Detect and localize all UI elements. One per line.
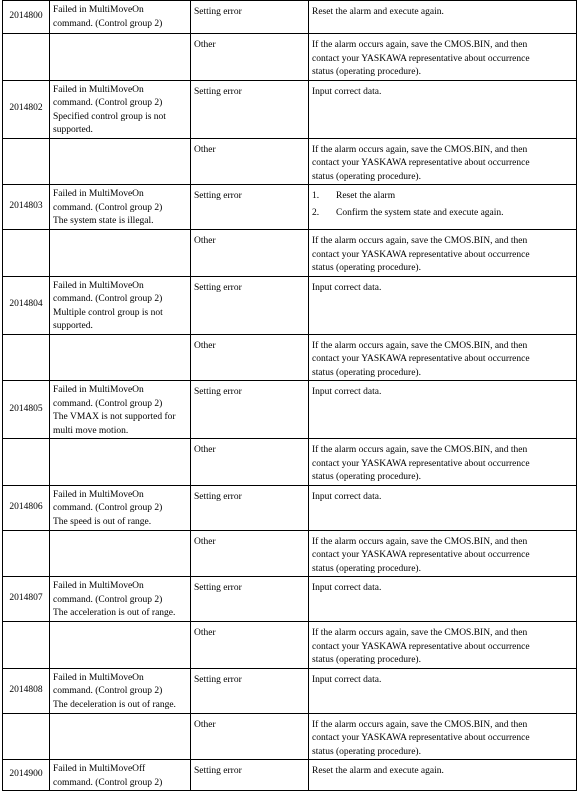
alarm-remedy-line: status (operating procedure). <box>312 746 421 757</box>
alarm-subcode-cell <box>191 622 309 669</box>
alarm-subcode-cell <box>191 577 309 622</box>
alarm-remedy-line: contact your YASKAWA representative about occurrence <box>312 733 530 743</box>
alarm-remedy-line: contact your YASKAWA representative about occurrence <box>312 550 530 560</box>
alarm-code: 2014802 <box>9 103 43 114</box>
alarm-subcode-cell <box>191 485 309 530</box>
alarm-subcode-cell <box>191 334 309 381</box>
alarm-code: 2014803 <box>9 201 43 212</box>
alarm-code-cell <box>3 668 50 713</box>
alarm-cause-line: Multiple control group is not <box>53 307 163 318</box>
alarm-code-cell <box>3 439 50 486</box>
alarm-cause-line: supported. <box>53 125 93 135</box>
alarm-code: 2014807 <box>9 593 43 604</box>
remedy-step <box>312 190 573 204</box>
alarm-subcode-cell <box>191 138 309 185</box>
alarm-cause-cell <box>50 334 191 381</box>
alarm-subcode: Other <box>194 144 216 155</box>
table-row <box>3 622 577 669</box>
alarm-subcode-cell <box>191 713 309 760</box>
alarm-subcode: Other <box>194 340 216 351</box>
table-row <box>3 530 577 577</box>
alarm-cause-line: Failed in MultiMoveOn <box>53 84 144 95</box>
alarm-code-cell <box>3 34 50 81</box>
alarm-cause-cell <box>50 381 191 439</box>
alarm-remedy-line: status (operating procedure). <box>312 563 421 574</box>
alarm-remedy-line: contact your YASKAWA representative about occurrence <box>312 158 530 168</box>
alarm-code-cell <box>3 485 50 530</box>
alarm-cause-line: Failed in MultiMoveOn <box>53 5 144 15</box>
alarm-remedy-cell <box>309 1 577 34</box>
alarm-cause-line: The acceleration is out of range. <box>53 608 176 618</box>
alarm-subcode: Other <box>194 628 216 638</box>
table-row <box>3 713 577 760</box>
alarm-remedy-line: contact your YASKAWA representative about occurrence <box>312 458 530 469</box>
table-row <box>3 668 577 713</box>
alarm-subcode-cell <box>191 760 309 791</box>
alarm-cause-cell <box>50 485 191 530</box>
alarm-subcode-cell <box>191 1 309 34</box>
alarm-remedy-cell <box>309 334 577 381</box>
alarm-remedy-line: status (operating procedure). <box>312 472 421 482</box>
alarm-remedy-line: If the alarm occurs again, save the CMOS.BIN, and then <box>312 40 528 50</box>
alarm-cause-cell <box>50 34 191 81</box>
alarm-remedy-line: If the alarm occurs again, save the CMOS.BIN, and then <box>312 628 528 638</box>
alarm-code-cell <box>3 138 50 185</box>
alarm-remedy-line: If the alarm occurs again, save the CMOS.BIN, and then <box>312 340 528 351</box>
alarm-remedy-line: If the alarm occurs again, save the CMOS.BIN, and then <box>312 719 528 730</box>
alarm-cause-line: command. (Control group 2) <box>53 686 163 696</box>
alarm-subcode: Setting error <box>194 7 242 17</box>
alarm-remedy-cell <box>309 439 577 486</box>
alarm-code: 2014806 <box>9 501 43 512</box>
alarm-remedy-line: status (operating procedure). <box>312 655 421 665</box>
table-row <box>3 577 577 622</box>
alarm-subcode-cell <box>191 185 309 230</box>
alarm-cause-line: command. (Control group 2) <box>53 594 163 605</box>
table-row <box>3 185 577 230</box>
alarm-cause-line: The VMAX is not supported for <box>53 412 176 422</box>
alarm-subcode-cell <box>191 276 309 334</box>
alarm-subcode: Setting error <box>194 766 242 776</box>
alarm-cause-line: supported. <box>53 321 93 331</box>
alarm-remedy-cell <box>309 577 577 622</box>
alarm-cause-cell <box>50 622 191 669</box>
alarm-remedy-line: Reset the alarm and execute again. <box>312 766 444 776</box>
alarm-remedy-cell <box>309 34 577 81</box>
alarm-cause-cell <box>50 577 191 622</box>
alarm-remedy-line: contact your YASKAWA representative about occurrence <box>312 249 530 260</box>
alarm-remedy-line: contact your YASKAWA representative about occurrence <box>312 354 530 364</box>
alarm-cause-line: command. (Control group 2) <box>53 18 163 29</box>
alarm-subcode-cell <box>191 439 309 486</box>
alarm-remedy-cell <box>309 760 577 791</box>
alarm-remedy-line: Input correct data. <box>312 491 382 502</box>
step-number: 1. <box>312 191 320 201</box>
alarm-code-cell <box>3 530 50 577</box>
alarm-subcode-cell <box>191 530 309 577</box>
alarm-cause-line: Failed in MultiMoveOn <box>53 489 144 500</box>
alarm-remedy-line: Input correct data. <box>312 674 382 685</box>
alarm-subcode: Other <box>194 536 216 547</box>
alarm-remedy-cell <box>309 138 577 185</box>
alarm-remedy-cell <box>309 80 577 138</box>
alarm-subcode-cell <box>191 381 309 439</box>
alarm-remedy-cell <box>309 713 577 760</box>
alarm-code-cell <box>3 276 50 334</box>
table-row <box>3 381 577 439</box>
alarm-cause-line: Specified control group is not <box>53 111 166 122</box>
table-row <box>3 34 577 81</box>
alarm-code-cell <box>3 622 50 669</box>
remedy-steps <box>312 190 573 220</box>
step-text: Confirm the system state and execute again. <box>336 207 504 218</box>
alarm-subcode: Other <box>194 719 216 730</box>
alarm-remedy-line: Input correct data. <box>312 583 382 593</box>
alarm-code-cell <box>3 381 50 439</box>
alarm-table-body <box>3 1 577 791</box>
alarm-code-cell <box>3 1 50 34</box>
table-row <box>3 276 577 334</box>
table-row <box>3 1 577 34</box>
alarm-code: 2014808 <box>9 684 43 695</box>
alarm-code-cell <box>3 713 50 760</box>
alarm-cause-line: Failed in MultiMoveOn <box>53 581 144 591</box>
alarm-cause-line: command. (Control group 2) <box>53 98 163 108</box>
table-row <box>3 138 577 185</box>
alarm-subcode: Setting error <box>194 674 242 685</box>
alarm-subcode: Setting error <box>194 191 242 201</box>
alarm-cause-line: Failed in MultiMoveOff <box>53 764 146 774</box>
alarm-remedy-cell <box>309 381 577 439</box>
alarm-remedy-line: status (operating procedure). <box>312 263 421 273</box>
alarm-subcode: Other <box>194 445 216 455</box>
step-number: 2. <box>312 207 320 218</box>
alarm-subcode: Other <box>194 236 216 246</box>
alarm-remedy-line: contact your YASKAWA representative about occurrence <box>312 641 530 652</box>
alarm-code: 2014900 <box>9 769 43 780</box>
table-row <box>3 230 577 277</box>
table-row <box>3 439 577 486</box>
alarm-cause-line: command. (Control group 2) <box>53 503 163 513</box>
alarm-cause-line: The system state is illegal. <box>53 216 154 226</box>
alarm-cause-line: The deceleration is out of range. <box>53 699 176 710</box>
alarm-remedy-cell <box>309 668 577 713</box>
alarm-cause-line: Failed in MultiMoveOn <box>53 672 144 683</box>
alarm-remedy-line: If the alarm occurs again, save the CMOS.BIN, and then <box>312 236 528 246</box>
alarm-cause-line: command. (Control group 2) <box>53 294 163 304</box>
alarm-remedy-line: If the alarm occurs again, save the CMOS.BIN, and then <box>312 144 528 155</box>
alarm-code-cell <box>3 185 50 230</box>
alarm-cause-line: Failed in MultiMoveOn <box>53 385 144 395</box>
alarm-cause-line: Failed in MultiMoveOn <box>53 280 144 291</box>
alarm-cause-cell <box>50 668 191 713</box>
alarm-subcode: Setting error <box>194 387 242 397</box>
alarm-cause-line: command. (Control group 2) <box>53 777 163 788</box>
alarm-table <box>2 0 577 791</box>
alarm-remedy-line: If the alarm occurs again, save the CMOS.BIN, and then <box>312 536 528 547</box>
alarm-cause-cell <box>50 530 191 577</box>
alarm-remedy-line: Reset the alarm and execute again. <box>312 7 444 17</box>
alarm-remedy-cell <box>309 230 577 277</box>
alarm-cause-cell <box>50 439 191 486</box>
alarm-cause-cell <box>50 80 191 138</box>
alarm-remedy-line: status (operating procedure). <box>312 367 421 378</box>
alarm-remedy-cell <box>309 276 577 334</box>
alarm-cause-line: The speed is out of range. <box>53 516 152 527</box>
alarm-code-cell <box>3 334 50 381</box>
alarm-cause-cell <box>50 185 191 230</box>
alarm-cause-cell <box>50 138 191 185</box>
alarm-cause-line: Failed in MultiMoveOn <box>53 189 144 199</box>
alarm-subcode-cell <box>191 80 309 138</box>
alarm-remedy-line: Input correct data. <box>312 282 382 293</box>
alarm-remedy-line: contact your YASKAWA representative about occurrence <box>312 53 530 64</box>
table-row <box>3 485 577 530</box>
alarm-remedy-cell <box>309 622 577 669</box>
alarm-code-cell <box>3 80 50 138</box>
alarm-subcode: Other <box>194 40 216 50</box>
alarm-code: 2014804 <box>9 299 43 310</box>
alarm-subcode: Setting error <box>194 86 242 97</box>
table-row <box>3 334 577 381</box>
alarm-cause-cell <box>50 760 191 791</box>
alarm-remedy-cell <box>309 185 577 230</box>
alarm-subcode-cell <box>191 230 309 277</box>
alarm-subcode-cell <box>191 668 309 713</box>
alarm-subcode: Setting error <box>194 491 242 502</box>
alarm-subcode-cell <box>191 34 309 81</box>
alarm-remedy-line: status (operating procedure). <box>312 171 421 182</box>
alarm-remedy-line: Input correct data. <box>312 86 382 97</box>
alarm-cause-cell <box>50 276 191 334</box>
alarm-code: 2014805 <box>9 403 43 414</box>
alarm-remedy-cell <box>309 530 577 577</box>
alarm-cause-line: multi move motion. <box>53 425 129 436</box>
alarm-remedy-line: Input correct data. <box>312 387 382 397</box>
table-row <box>3 80 577 138</box>
alarm-remedy-line: status (operating procedure). <box>312 67 421 77</box>
alarm-code-cell <box>3 760 50 791</box>
alarm-remedy-line: If the alarm occurs again, save the CMOS.BIN, and then <box>312 445 528 455</box>
alarm-cause-line: command. (Control group 2) <box>53 202 163 213</box>
alarm-cause-line: command. (Control group 2) <box>53 398 163 409</box>
alarm-cause-cell <box>50 713 191 760</box>
alarm-code-cell <box>3 230 50 277</box>
alarm-subcode: Setting error <box>194 282 242 293</box>
step-text: Reset the alarm <box>336 191 396 201</box>
table-row <box>3 760 577 791</box>
alarm-cause-cell <box>50 1 191 34</box>
alarm-code-cell <box>3 577 50 622</box>
alarm-code: 2014800 <box>9 11 43 22</box>
alarm-remedy-cell <box>309 485 577 530</box>
remedy-step <box>312 207 573 221</box>
alarm-cause-cell <box>50 230 191 277</box>
alarm-subcode: Setting error <box>194 583 242 593</box>
